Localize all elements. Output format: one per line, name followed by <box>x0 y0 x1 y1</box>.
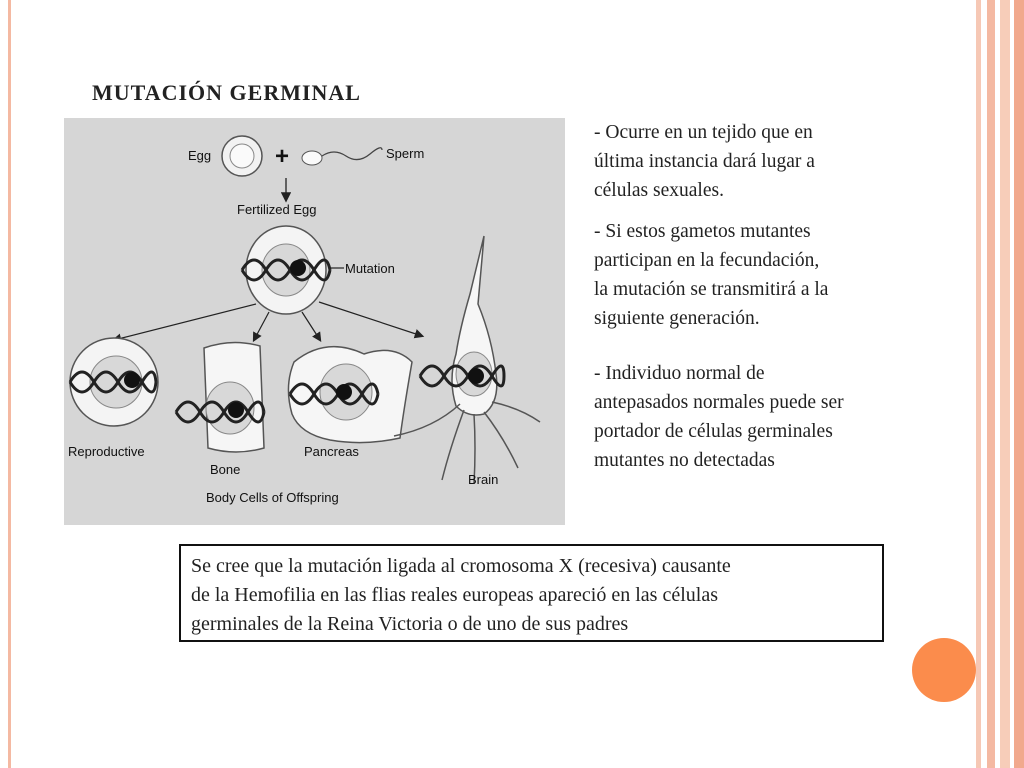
decorative-orange-circle <box>912 638 976 702</box>
left-frame-line <box>8 0 11 768</box>
figure-background <box>64 118 565 525</box>
label-bone: Bone <box>210 462 241 477</box>
label-sperm: Sperm <box>386 146 425 161</box>
pancreas-cell <box>288 347 412 443</box>
slide-title: MUTACIÓN GERMINAL <box>92 80 361 105</box>
germline-mutation-figure <box>64 118 565 525</box>
bullet-list <box>594 118 939 475</box>
plus-sign: + <box>275 143 290 170</box>
label-fertilized-egg: Fertilized Egg <box>237 202 317 217</box>
stripe <box>987 0 995 768</box>
decorative-stripes <box>976 0 1024 768</box>
label-brain: Brain <box>468 472 499 487</box>
reproductive-cell <box>70 338 158 426</box>
label-mutation: Mutation <box>345 261 395 276</box>
stripe <box>1000 0 1010 768</box>
label-pancreas: Pancreas <box>304 444 359 459</box>
egg-cell <box>222 136 262 176</box>
label-egg: Egg <box>188 148 212 163</box>
bullet-item: - Ocurre en un tejido que en última instancia dará lugar a células sexuales. <box>594 122 815 201</box>
bullet-item: - Si estos gametos mutantes participan en la fecundación, la mutación se transmitirá a la siguiente generación. <box>594 221 829 329</box>
hemophilia-note-box: Se cree que la mutación ligada al cromosoma X (recesiva) causante de la Hemofilia en las flias reales europeas apareció en las células germinales de la Reina Victoria o de uno de sus padres <box>179 544 884 642</box>
label-reproductive: Reproductive <box>68 444 145 459</box>
bullet-item: - Individuo normal de antepasados normales puede ser portador de células germinales mutantes no detectadas <box>594 363 844 471</box>
figure-svg <box>64 118 565 525</box>
stripe <box>1014 0 1024 768</box>
label-body-cells: Body Cells of Offspring <box>206 490 339 505</box>
mutation-spot <box>290 260 306 276</box>
stripe <box>976 0 981 768</box>
